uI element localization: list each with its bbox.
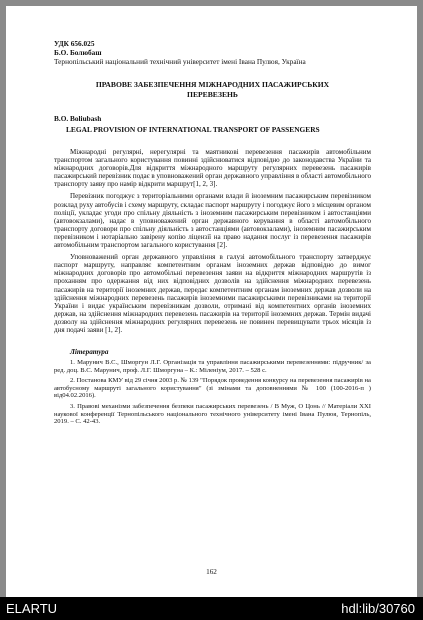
paper-title-ukrainian: ПРАВОВЕ ЗАБЕЗПЕЧЕННЯ МІЖНАРОДНИХ ПАСАЖИРСЬКИХ ПЕРЕВЕЗЕНЬ (95, 80, 330, 99)
author-name-english: B.O. Boliubash (54, 114, 102, 123)
author-affiliation: Тернопільський національний технічний університет імені Івана Пулюя, Україна (54, 57, 306, 66)
reference-item: 3. Правові механізми забезпечення безпеки пасажирських перевезень / В Муж, О Цонь // Матеріали ХХІ наукової конференції Тернопільського національного технічного університету імені Івана Пулюя, Тернопіль, 2019. – С. 42-43. (54, 403, 371, 426)
document-page (6, 6, 417, 597)
reference-item: 2. Постанова КМУ від 29 січня 2003 р. № 139 "Порядок проведення конкурсу на перевезення пасажирів на автобусному маршруті загального користування" (зі змінами та доповненнями № 100 (100-2016-п ) від04.02.2016). (54, 377, 371, 400)
udc-code: УДК 656.025 (54, 39, 95, 48)
paragraph: Уповноважений орган державного управління в галузі автомобільного транспорту затверджує паспорт маршруту, направляє компетентним органам іноземних держав відповідно до вимог міжнародних договорів про автомобільні перевезення заяви на відкриття міжнародних маршрутів із проханням про одержання від них відповідних дозволів на здійснення міжнародних перевезень пасажирів на території іноземних держав, передає компетентним органам іноземних держав дозволи на здійснення міжнародних перевезень пасажирів іноземними пасажирськими перевізниками на території України і видає українським перевізникам дозволи, отримані від компетентних органів іноземних держав, на здійснення міжнародних перевезень пасажирів на території іноземних держав. Термін видачі дозволу на здійснення міжнародних регулярних перевезень не повинен перевищувати трьох місяців із дня подачі заяви [1, 2]. (54, 253, 371, 334)
repository-name: ELARTU (6, 601, 58, 616)
handle-id: hdl:lib/30760 (341, 601, 415, 616)
author-name: Б.О. Болюбаш (54, 48, 102, 57)
paper-title-english: LEGAL PROVISION OF INTERNATIONAL TRANSPORT OF PASSENGERS (66, 125, 320, 134)
reference-list (54, 359, 371, 426)
body-text (54, 148, 371, 334)
page-number: 162 (206, 568, 217, 576)
reference-item: 1. Марунич В.С., Шморгун Л.Г. Організація та управління пасажирськими перевезеннями: підручник/ за ред. доц. В.С. Марунич, проф. Л.Г. Шморгуна – К.: Міленіум, 2017. – 528 с. (54, 359, 371, 374)
paragraph: Міжнародні регулярні, нерегулярні та маятникові перевезення пасажирів автомобільним транспортом загального користування повинні здійснюватися відповідно до законодавства України та міжнародних договорів.Для відкриття міжнародного маршруту регулярних перевезень пасажирів пасажирський перевізник подає в уповноважений орган державного управління в області автомобільного транспорту заяву про намір відкрити маршрут[1, 2, 3]. (54, 148, 371, 189)
paragraph: Перевізник погоджує з територіальними органами влади й іноземним пасажирським перевізником розклад руху автобусів і схему маршруту, складає паспорт маршруту і погоджує його з місцевим органом поліції, укладає угоди про спільну діяльність з іноземним пасажирським перевізником і автостанціями (автовокзалами), надає в уповноважений орган державного керування в області автомобільного транспорту договори про спільну діяльність з автостанціями (автовокзалами), іноземним пасажирським перевізником і нотаріально завірену копію ліцензії на право надання послуг із перевезення пасажирів автомобільним транспортом загального користування [2]. (54, 192, 371, 250)
literature-heading: Література (70, 348, 109, 357)
repository-footer (0, 597, 423, 620)
